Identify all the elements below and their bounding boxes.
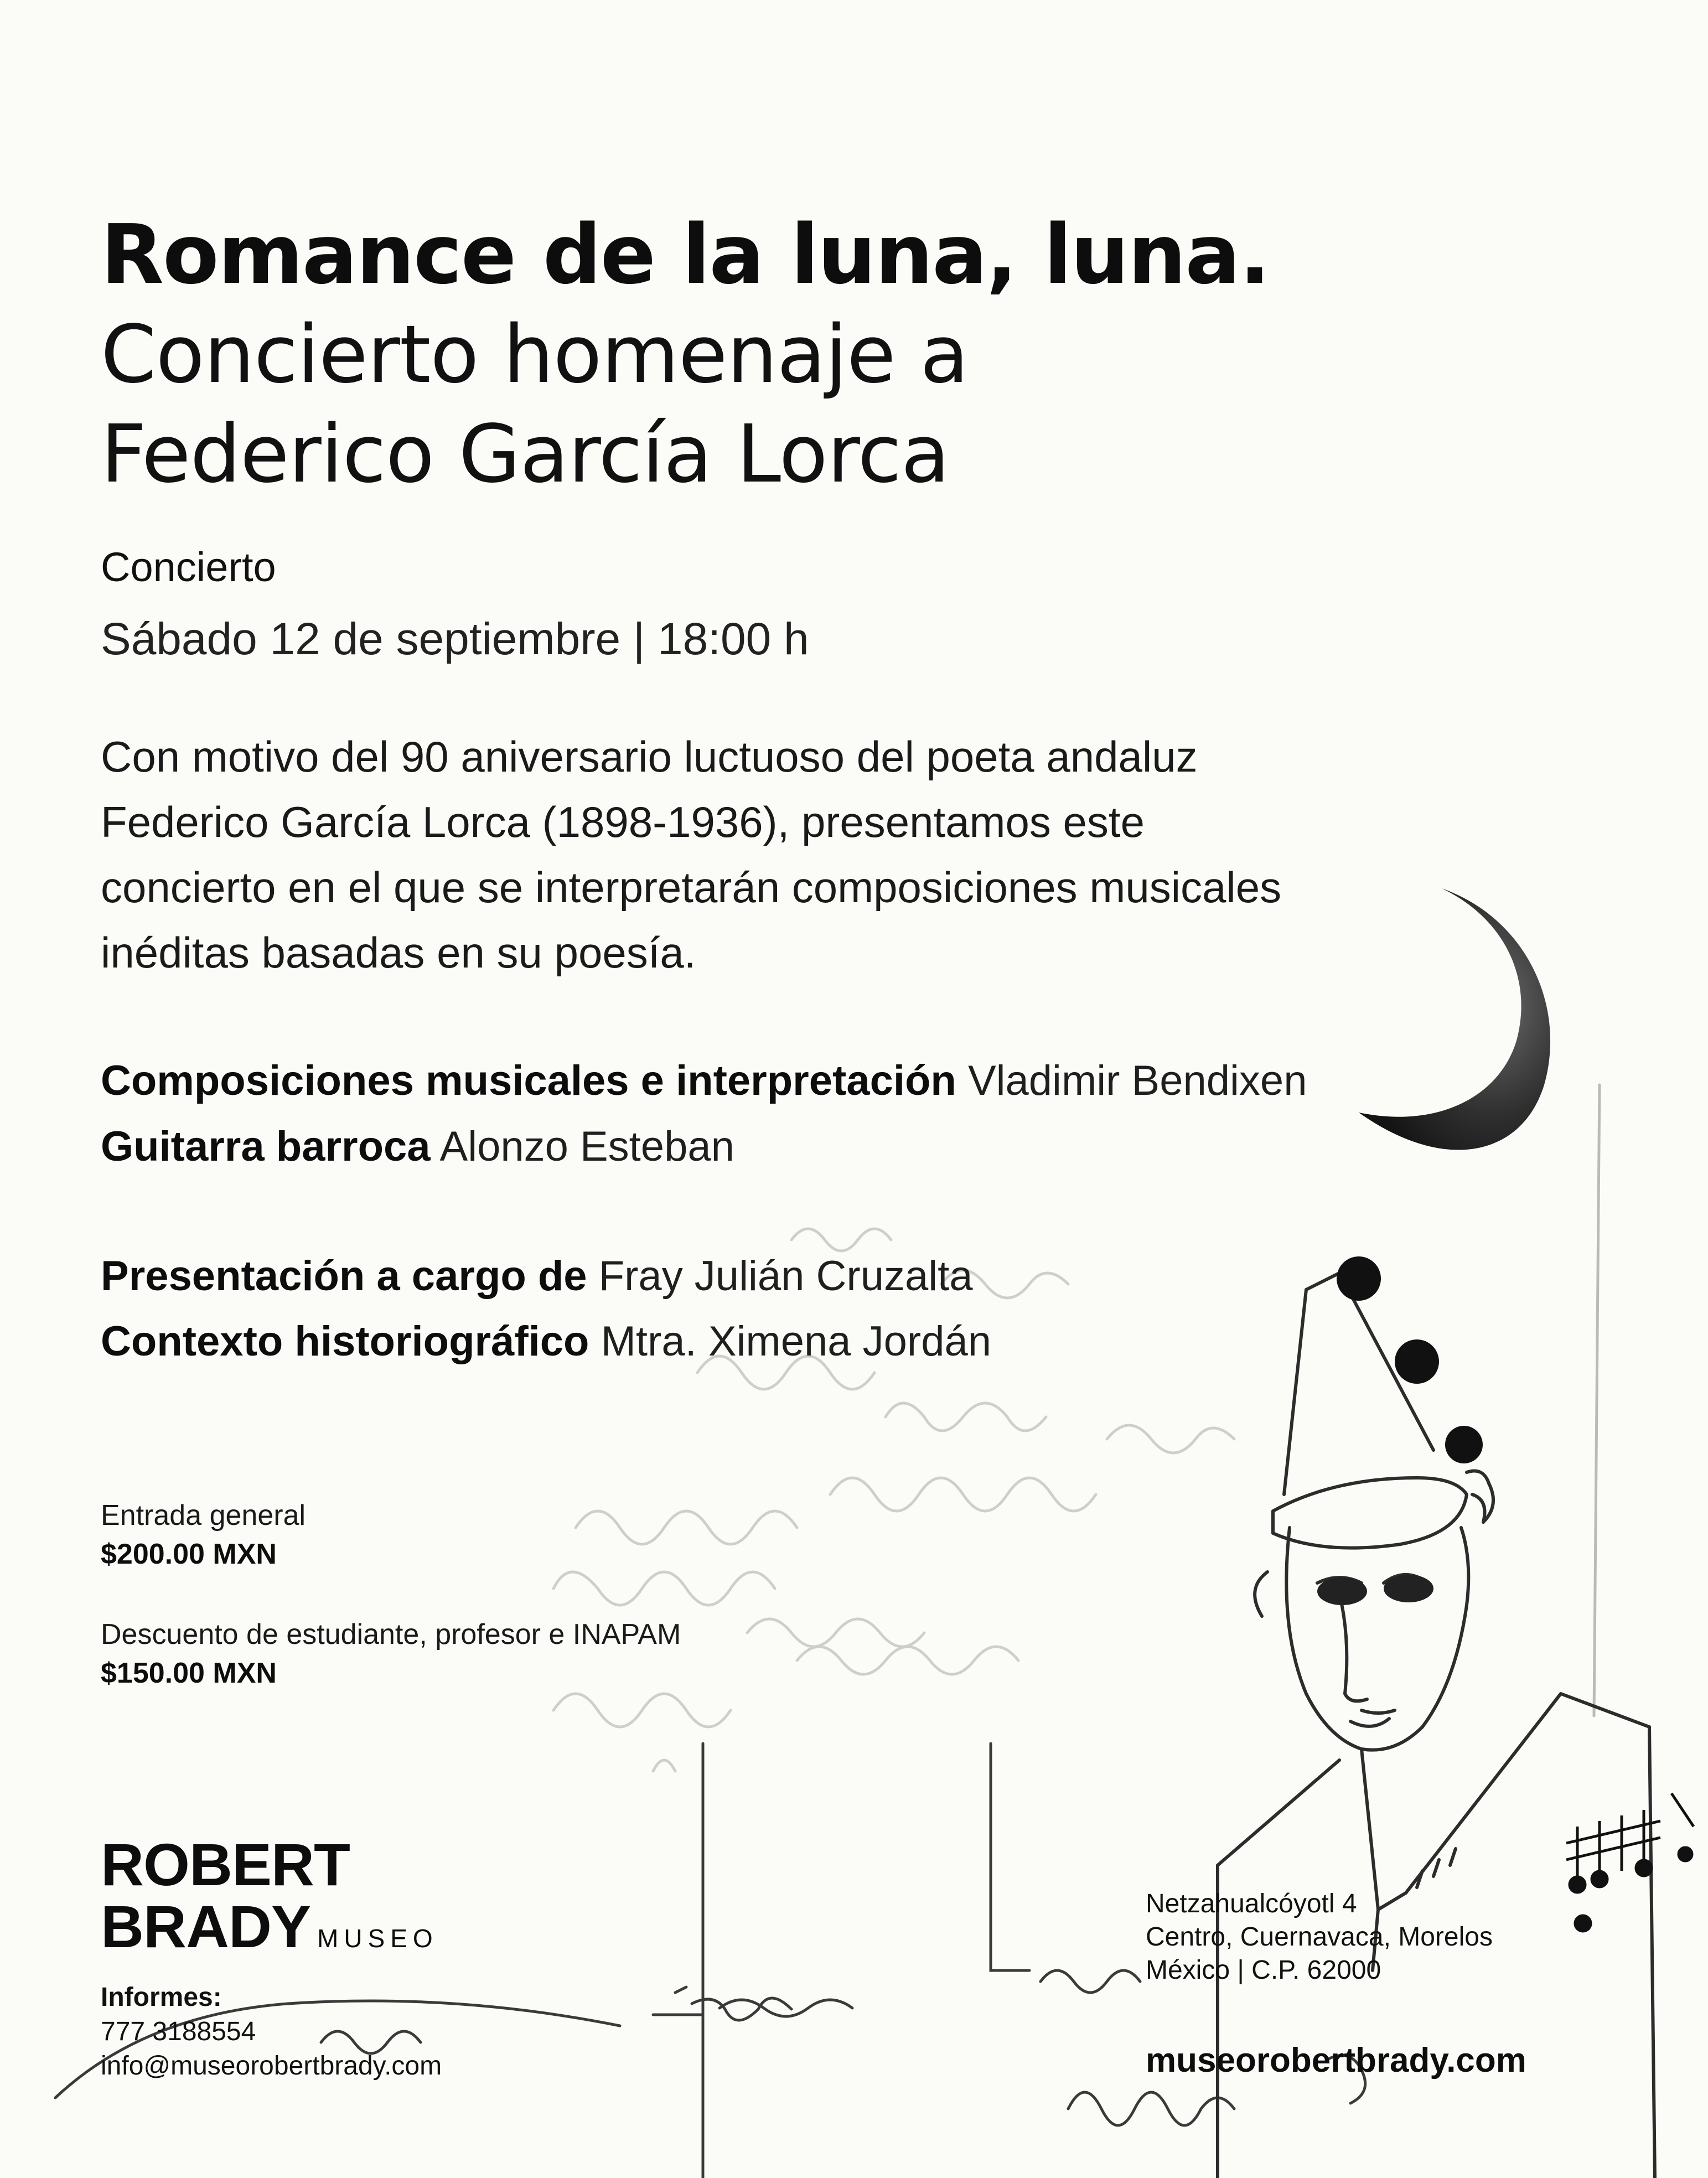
subtitle-line: Federico García Lorca — [101, 407, 950, 500]
credit-line — [101, 1249, 973, 1304]
price-amount: $200.00 MXN — [101, 1538, 277, 1570]
price-label: Entrada general — [101, 1499, 306, 1532]
event-subtitle — [101, 304, 969, 504]
moon-icon — [1359, 888, 1550, 1150]
description-line: concierto en el que se interpretarán composiciones musicales — [101, 863, 1282, 912]
event-date: Sábado 12 de septiembre | 18:00 h — [101, 614, 809, 664]
address-line: Centro, Cuernavaca, Morelos — [1146, 1922, 1493, 1952]
pompom-icon — [1445, 1426, 1483, 1463]
museum-logo — [101, 1831, 438, 1968]
event-type: Concierto — [101, 544, 276, 590]
museum-address — [1146, 1887, 1493, 1987]
pompom-icon — [1395, 1339, 1439, 1384]
event-title: Romance de la luna, luna. — [101, 207, 1270, 302]
right-eye-icon — [1384, 1575, 1433, 1602]
logo-line: ROBERT — [101, 1831, 350, 1898]
contact-label: Informes: — [101, 1983, 222, 2012]
price-label: Descuento de estudiante, profesor e INAPAM — [101, 1618, 681, 1651]
description-line: Con motivo del 90 aniversario luctuoso del poeta andaluz — [101, 732, 1198, 781]
contact-email[interactable]: info@museorobertbrady.com — [101, 2051, 442, 2081]
credit-line — [101, 1314, 991, 1369]
credit-name: Fray Julián Cruzalta — [587, 1253, 973, 1300]
credit-role: Composiciones musicales e interpretación — [101, 1057, 956, 1104]
left-eye-icon — [1317, 1577, 1367, 1605]
description-line: inéditas basadas en su poesía. — [101, 928, 696, 977]
pompom-icon — [1337, 1256, 1381, 1301]
credit-role: Guitarra barroca — [101, 1123, 431, 1170]
credit-role: Contexto historiográfico — [101, 1318, 589, 1365]
credit-line — [101, 1119, 734, 1175]
contact-phone[interactable]: 777 3188554 — [101, 2017, 256, 2046]
logo-line-2 — [101, 1893, 438, 1968]
credit-role: Presentación a cargo de — [101, 1253, 587, 1300]
logo-line: BRADY — [101, 1893, 311, 1960]
address-line: México | C.P. 62000 — [1146, 1955, 1381, 1985]
logo-suffix: MUSEO — [317, 1924, 438, 1953]
website-link[interactable]: museorobertbrady.com — [1146, 2041, 1526, 2079]
credit-line — [101, 1053, 1307, 1109]
music-notes-icon — [1566, 1793, 1694, 1931]
credit-name: Vladimir Bendixen — [956, 1057, 1307, 1104]
address-line: Netzahualcóyotl 4 — [1146, 1889, 1357, 1918]
credit-name: Mtra. Ximena Jordán — [589, 1318, 991, 1365]
contact-info — [101, 1980, 442, 2083]
credit-name: Alonzo Esteban — [430, 1123, 734, 1170]
price-amount: $150.00 MXN — [101, 1657, 277, 1689]
description-line: Federico García Lorca (1898-1936), presentamos este — [101, 798, 1145, 846]
event-description — [101, 724, 1374, 985]
subtitle-line: Concierto homenaje a — [101, 308, 969, 401]
faint-handwriting — [553, 1229, 1234, 1771]
